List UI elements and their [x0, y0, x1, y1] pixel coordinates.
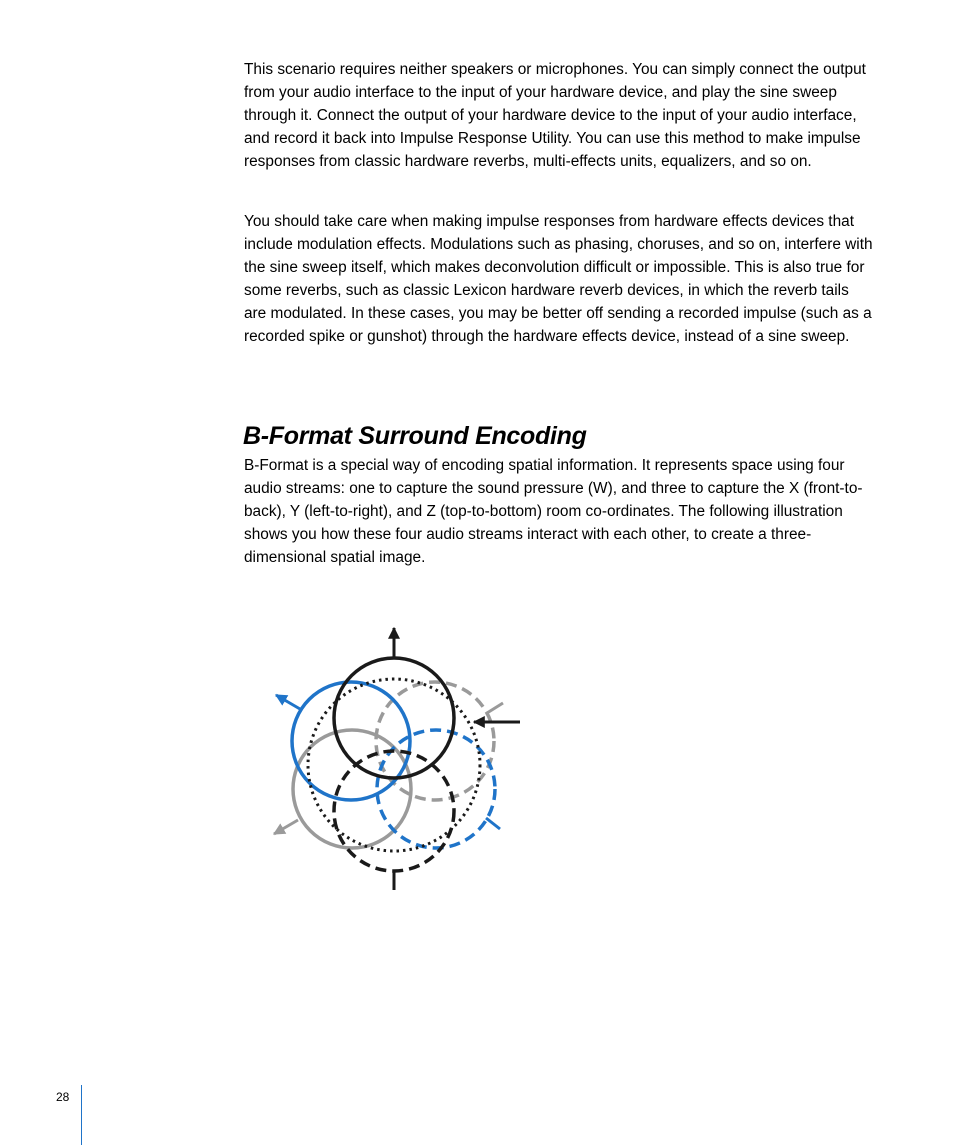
y-axis-left-arrow [276, 695, 300, 709]
page-number: 28 [56, 1090, 70, 1104]
y-axis-right-tick [486, 818, 500, 829]
body-paragraph-2: You should take care when making impulse responses from hardware effects devices that include modulation effects. Modulations such as phasing, choruses, and so on, interfere with the sine sweep itself, which makes deconvolution difficult or impossible. This is also true for some reverbs, such as classic Lexicon hardware reverb devices, in which the reverb tails are modulated. In these cases, you may be better off sending a recorded impulse (such as a recorded spike or gunshot) through the hardware effects device, instead of a sine sweep. [244, 213, 873, 345]
footer-rule [81, 1085, 82, 1145]
b-format-diagram [262, 620, 532, 895]
z-lobe-bottom-circle [334, 751, 454, 871]
body-paragraph-1: This scenario requires neither speakers or microphones. You can simply connect the output from your audio interface to the input of your hardware device, and play the sine sweep through it. Connect the output of your hardware device to the input of your audio interface, and record it back into Impulse Response Utility. You can use this method to make impulse responses from classic hardware reverbs, multi-effects units, equalizers, and so on. [244, 61, 866, 170]
x-axis-back-arrow [274, 820, 298, 834]
body-paragraph-3: B-Format is a special way of encoding spatial information. It represents space using four audio streams: one to capture the sound pressure (W), and three to capture the X (front-to-back), Y (left-to-right), and Z (top-to-bottom) room co-ordinates. The following illustration shows you how these four audio streams interact with each other, to create a three-dimensional spatial image. [244, 457, 863, 566]
section-heading: B-Format Surround Encoding [243, 422, 587, 450]
x-axis-front-tick [487, 703, 503, 713]
z-lobe-top-circle [334, 658, 454, 778]
